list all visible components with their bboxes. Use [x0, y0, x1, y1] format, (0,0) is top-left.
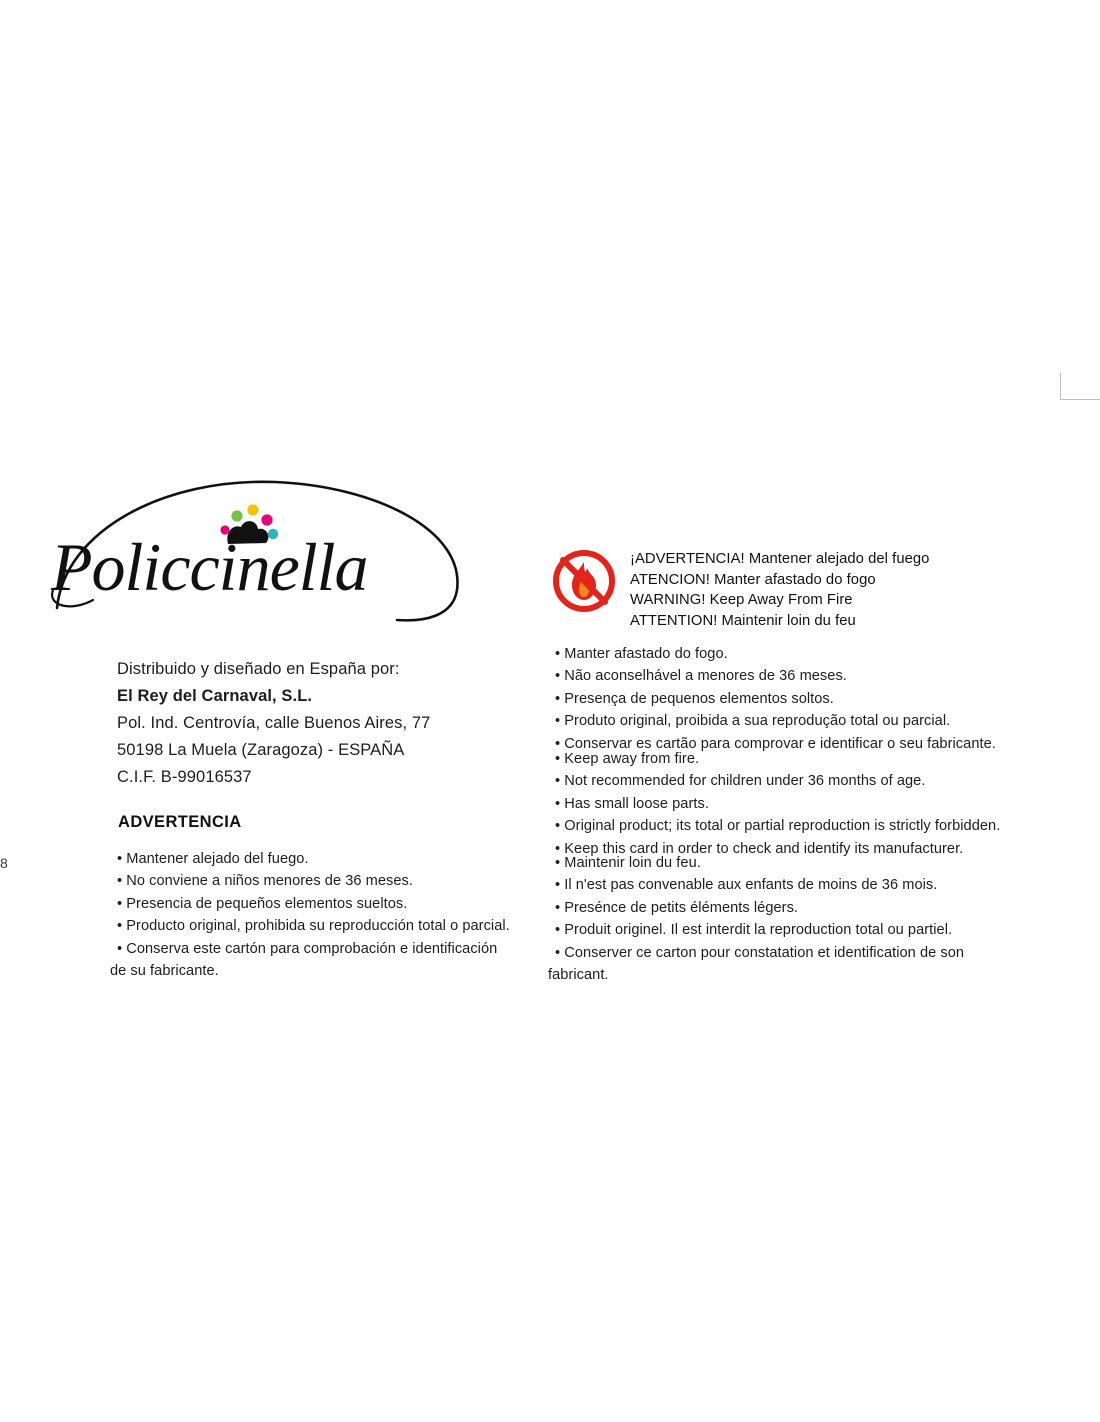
- list-item: • Produto original, proibida a sua reprodução total ou parcial.: [555, 713, 951, 730]
- svg-text:Policcinella: Policcinella: [51, 529, 368, 605]
- fire-warning-line: ¡ADVERTENCIA! Mantener alejado del fuego: [630, 551, 930, 567]
- warning-title-es: ADVERTENCIA: [118, 813, 242, 831]
- list-item: • Conservar es cartão para comprovar e identificar o seu fabricante.: [555, 735, 996, 752]
- list-item: • Keep away from fire.: [555, 751, 700, 767]
- policcinella-logo-icon: [45, 470, 475, 630]
- list-item: • Keep this card in order to check and identify its manufacturer.: [555, 840, 964, 857]
- fire-warning-line: WARNING! Keep Away From Fire: [630, 592, 853, 608]
- list-item: • Manter afastado do fogo.: [555, 646, 728, 662]
- left-column: [45, 470, 515, 980]
- fire-warning-line: ATENCION! Manter afastado do fogo: [630, 571, 876, 588]
- warning-list-fr: [548, 852, 1075, 986]
- list-item: • Producto original, prohibida su reproducción total o parcial.: [117, 918, 510, 935]
- distributor-address-line2: 50198 La Muela (Zaragoza) - ESPAÑA: [117, 741, 405, 759]
- list-item: • Produit originel. Il est interdit la reproduction total ou partiel.: [555, 922, 953, 939]
- list-item: • Mantener alejado del fuego.: [117, 851, 309, 867]
- brand-logo: [45, 470, 475, 630]
- warning-list-en: [555, 748, 1075, 860]
- fire-warning-header: [545, 540, 1065, 629]
- list-item: • Conserva este cartón para comprobación e identificación: [117, 940, 498, 957]
- list-item: • Presença de pequenos elementos soltos.: [555, 690, 834, 707]
- crop-mark-horizontal: [1060, 399, 1100, 400]
- list-item: • Has small loose parts.: [555, 795, 709, 812]
- list-item-continuation: fabricant.: [548, 967, 609, 984]
- no-fire-icon: [551, 548, 617, 614]
- right-column: [545, 540, 1065, 984]
- fire-warning-text: [630, 549, 929, 631]
- distributor-info: [117, 656, 517, 791]
- list-item: • Original product; its total or partial reproduction is strictly forbidden.: [555, 818, 1001, 835]
- distributor-address-line1: Pol. Ind. Centrovía, calle Buenos Aires, 77: [117, 714, 431, 732]
- distributor-tax-id: C.I.F. B-99016537: [117, 768, 252, 786]
- crop-mark-vertical: [1060, 372, 1061, 400]
- distributor-company: El Rey del Carnaval, S.L.: [117, 687, 313, 705]
- distributor-intro: Distribuido y diseñado en España por:: [117, 660, 400, 678]
- list-item: • Não aconselhável a menores de 36 meses.: [555, 668, 847, 685]
- fire-warning-line: ATTENTION! Maintenir loin du feu: [630, 612, 856, 629]
- list-item: • No conviene a niños menores de 36 meses.: [117, 873, 414, 890]
- list-item: • Presencia de pequeños elementos sueltos.: [117, 895, 408, 912]
- list-item: • Il n'est pas convenable aux enfants de moins de 36 mois.: [555, 877, 938, 894]
- page-number: 8: [0, 855, 9, 871]
- warning-list-pt: [555, 643, 1075, 755]
- list-item: • Maintenir loin du feu.: [555, 855, 701, 871]
- list-item: • Presénce de petits éléments légers.: [555, 899, 799, 916]
- list-item: • Not recommended for children under 36 months of age.: [555, 773, 926, 790]
- list-item: • Conserver ce carton pour constatation et identification de son: [555, 944, 965, 961]
- list-item-continuation: de su fabricante.: [110, 963, 219, 980]
- warning-list-es: [110, 848, 537, 982]
